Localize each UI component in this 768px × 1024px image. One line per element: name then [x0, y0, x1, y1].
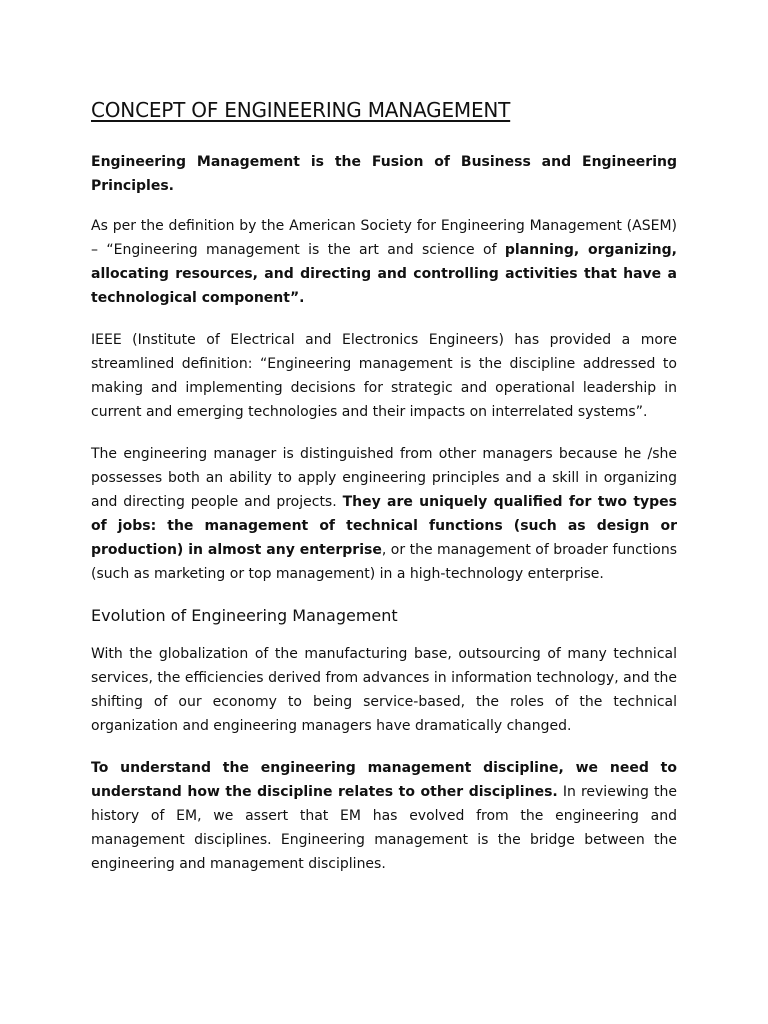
manager-text-1: The engineering manager is distinguished from other managers because he /she possesses both an ability to apply engineering principles and a skill in organizing and directing people and projects. [91, 446, 677, 510]
paragraph-globalization: With the globalization of the manufacturing base, outsourcing of many technical services, the efficiencies derived from advances in information technology, and the shifting of our economy to being service-based, the roles of the technical organization and engineering managers have dramatically changed. [91, 646, 677, 734]
paragraph-engineering-manager [91, 442, 677, 586]
paragraph-discipline [91, 756, 677, 876]
manager-bold-text: They are uniquely qualified for two types of jobs: the management of technical functions (such as design or production) in almost any enterprise [91, 494, 677, 558]
paragraph-asem-definition [91, 214, 677, 310]
asem-text: As per the definition by the American Society for Engineering Management (ASEM) – “Engineering management is the art and science of [91, 218, 677, 258]
discipline-bold-text: To understand the engineering management discipline, we need to understand how the discipline relates to other disciplines. [91, 760, 677, 800]
lead-statement: Engineering Management is the Fusion of Business and Engineering Principles. [91, 154, 677, 194]
paragraph-ieee-definition: IEEE (Institute of Electrical and Electronics Engineers) has provided a more streamlined definition: “Engineering management is the discipline addressed to making and implementing decisions for strategic and operational leadership in current and emerging technologies and their impacts on interrelated systems”. [91, 332, 677, 420]
manager-text-2: , or the management of broader functions (such as marketing or top management) in a high-technology enterprise. [91, 542, 677, 582]
page-title: CONCEPT OF ENGINEERING MANAGEMENT [91, 98, 511, 122]
discipline-text: In reviewing the history of EM, we assert that EM has evolved from the engineering and management disciplines. Engineering management is the bridge between the engineering and management disciplines. [91, 784, 678, 872]
section-heading-evolution: Evolution of Engineering Management [91, 606, 398, 625]
asem-bold-text: planning, organizing, allocating resources, and directing and controlling activities that have a technological component”. [91, 242, 677, 306]
document-page [91, 96, 677, 894]
